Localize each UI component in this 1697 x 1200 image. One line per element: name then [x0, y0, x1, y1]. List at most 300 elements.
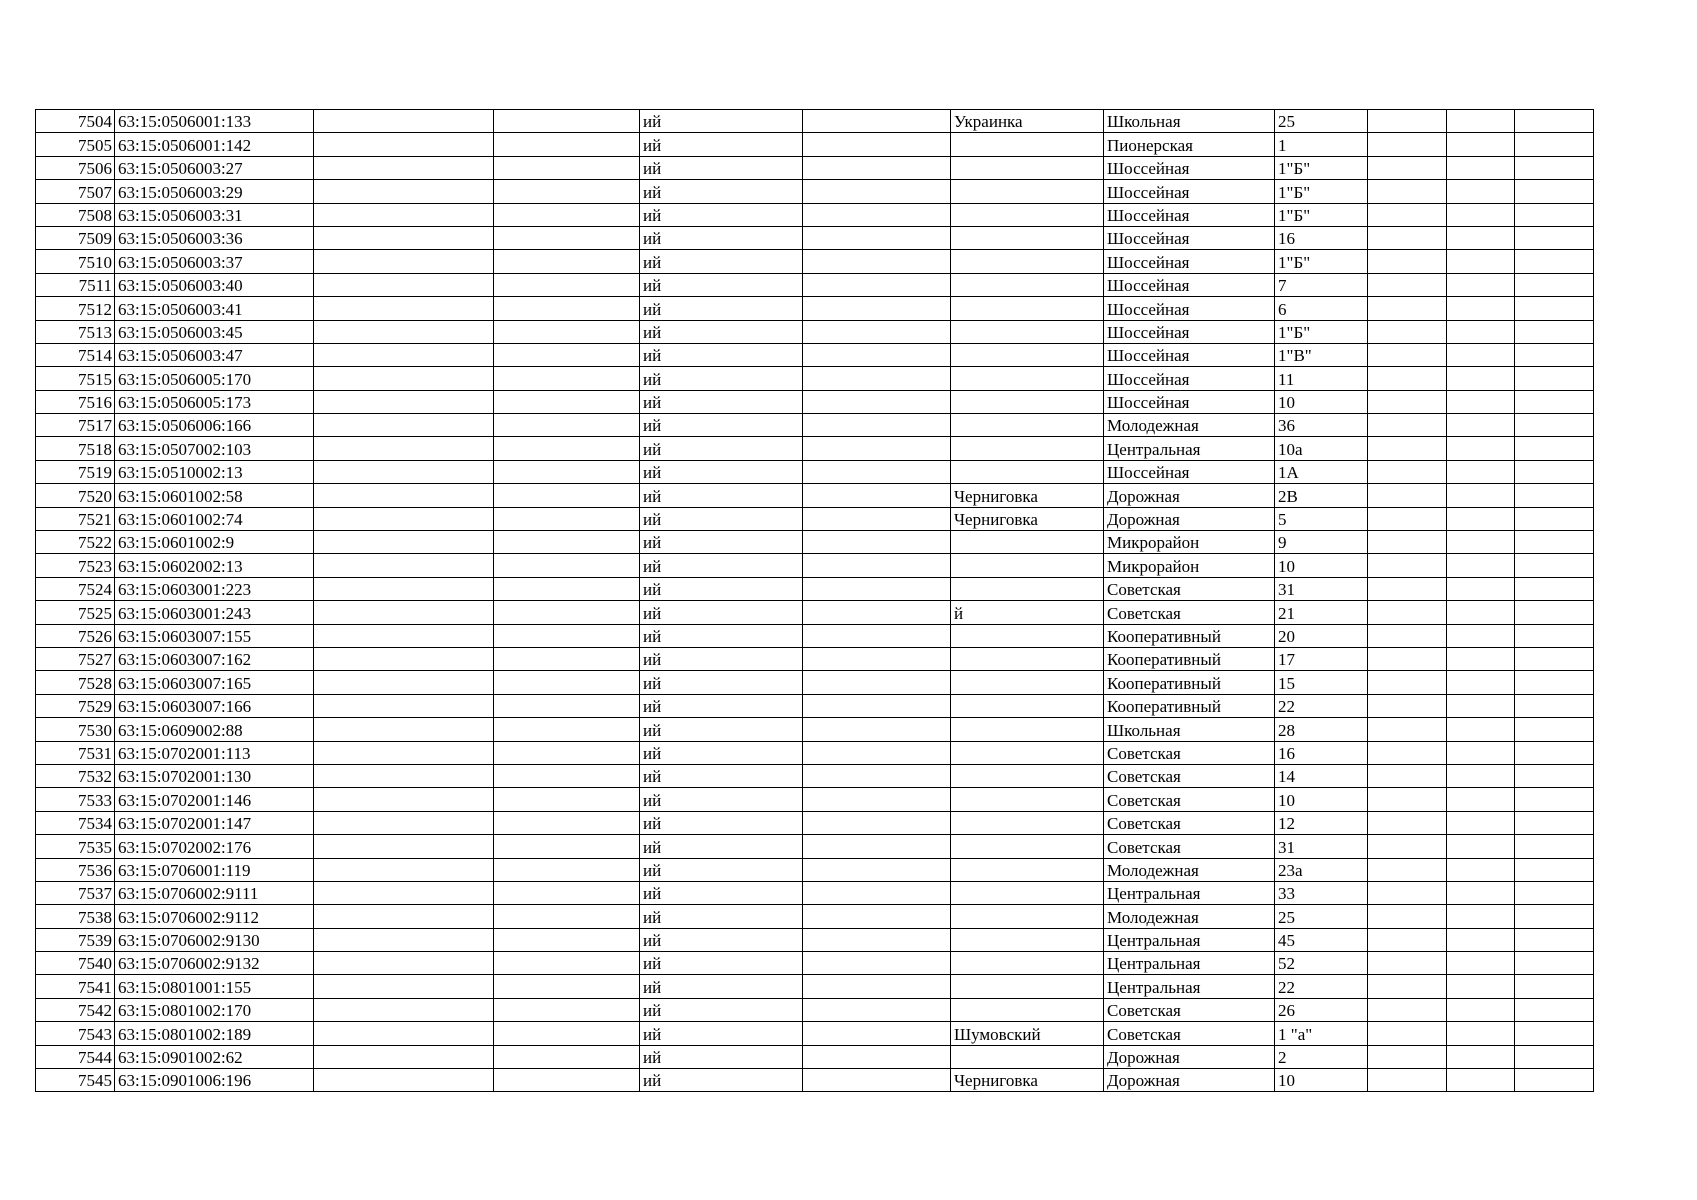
street-cell: Молодежная — [1104, 858, 1275, 881]
cadastral-number-cell: 63:15:0706002:9112 — [115, 905, 314, 928]
empty-cell — [494, 390, 640, 413]
row-number-cell: 7529 — [36, 694, 115, 717]
row-number-cell: 7508 — [36, 203, 115, 226]
empty-cell — [314, 764, 494, 787]
empty-cell — [1447, 250, 1515, 273]
street-cell: Советская — [1104, 788, 1275, 811]
empty-cell — [1368, 554, 1447, 577]
house-number-cell: 15 — [1275, 671, 1368, 694]
object-type-cell: ий — [640, 811, 803, 834]
row-number-cell: 7530 — [36, 718, 115, 741]
empty-cell — [1515, 1022, 1594, 1045]
empty-cell — [1368, 647, 1447, 670]
table-row — [36, 952, 1594, 975]
empty-cell — [1447, 788, 1515, 811]
empty-cell — [803, 577, 951, 600]
locality-cell — [951, 741, 1104, 764]
table-row — [36, 226, 1594, 249]
house-number-cell: 28 — [1275, 718, 1368, 741]
empty-cell — [1447, 998, 1515, 1021]
empty-cell — [494, 928, 640, 951]
empty-cell — [314, 601, 494, 624]
empty-cell — [1368, 577, 1447, 600]
street-cell: Дорожная — [1104, 484, 1275, 507]
empty-cell — [494, 507, 640, 530]
empty-cell — [1515, 835, 1594, 858]
cadastral-number-cell: 63:15:0506001:133 — [115, 110, 314, 133]
locality-cell — [951, 320, 1104, 343]
cadastral-number-cell: 63:15:0601002:74 — [115, 507, 314, 530]
empty-cell — [494, 811, 640, 834]
row-number-cell: 7526 — [36, 624, 115, 647]
empty-cell — [1368, 1022, 1447, 1045]
empty-cell — [1447, 390, 1515, 413]
object-type-cell: ий — [640, 414, 803, 437]
row-number-cell: 7528 — [36, 671, 115, 694]
empty-cell — [314, 1045, 494, 1068]
empty-cell — [314, 671, 494, 694]
locality-cell — [951, 858, 1104, 881]
cadastral-number-cell: 63:15:0901006:196 — [115, 1069, 314, 1092]
cadastral-number-cell: 63:15:0506003:41 — [115, 297, 314, 320]
empty-cell — [314, 203, 494, 226]
object-type-cell: ий — [640, 390, 803, 413]
row-number-cell: 7509 — [36, 226, 115, 249]
house-number-cell: 25 — [1275, 110, 1368, 133]
empty-cell — [1515, 250, 1594, 273]
street-cell: Центральная — [1104, 928, 1275, 951]
object-type-cell: ий — [640, 156, 803, 179]
table-row — [36, 180, 1594, 203]
empty-cell — [803, 952, 951, 975]
table-row — [36, 577, 1594, 600]
empty-cell — [314, 905, 494, 928]
empty-cell — [314, 273, 494, 296]
empty-cell — [1515, 320, 1594, 343]
empty-cell — [314, 460, 494, 483]
empty-cell — [1515, 928, 1594, 951]
row-number-cell: 7513 — [36, 320, 115, 343]
object-type-cell: ий — [640, 788, 803, 811]
empty-cell — [1515, 484, 1594, 507]
object-type-cell: ий — [640, 367, 803, 390]
cadastral-number-cell: 63:15:0609002:88 — [115, 718, 314, 741]
row-number-cell: 7537 — [36, 881, 115, 904]
empty-cell — [494, 273, 640, 296]
house-number-cell: 10а — [1275, 437, 1368, 460]
street-cell: Кооперативный — [1104, 624, 1275, 647]
empty-cell — [803, 928, 951, 951]
row-number-cell: 7535 — [36, 835, 115, 858]
empty-cell — [494, 180, 640, 203]
empty-cell — [1515, 577, 1594, 600]
table-row — [36, 367, 1594, 390]
street-cell: Шоссейная — [1104, 250, 1275, 273]
empty-cell — [1368, 998, 1447, 1021]
locality-cell — [951, 811, 1104, 834]
table-row — [36, 928, 1594, 951]
locality-cell — [951, 718, 1104, 741]
row-number-cell: 7511 — [36, 273, 115, 296]
cadastral-number-cell: 63:15:0510002:13 — [115, 460, 314, 483]
empty-cell — [1515, 905, 1594, 928]
cadastral-number-cell: 63:15:0706001:119 — [115, 858, 314, 881]
house-number-cell: 10 — [1275, 390, 1368, 413]
cadastral-number-cell: 63:15:0506006:166 — [115, 414, 314, 437]
row-number-cell: 7521 — [36, 507, 115, 530]
empty-cell — [1368, 624, 1447, 647]
empty-cell — [1515, 975, 1594, 998]
street-cell: Шоссейная — [1104, 320, 1275, 343]
table-row — [36, 1069, 1594, 1092]
empty-cell — [803, 203, 951, 226]
empty-cell — [494, 624, 640, 647]
object-type-cell: ий — [640, 460, 803, 483]
empty-cell — [803, 226, 951, 249]
empty-cell — [1515, 858, 1594, 881]
empty-cell — [494, 226, 640, 249]
empty-cell — [1447, 133, 1515, 156]
empty-cell — [1447, 320, 1515, 343]
row-number-cell: 7542 — [36, 998, 115, 1021]
empty-cell — [1368, 156, 1447, 179]
empty-cell — [803, 858, 951, 881]
empty-cell — [494, 484, 640, 507]
empty-cell — [1515, 647, 1594, 670]
empty-cell — [1515, 226, 1594, 249]
house-number-cell: 20 — [1275, 624, 1368, 647]
empty-cell — [494, 741, 640, 764]
object-type-cell: ий — [640, 226, 803, 249]
street-cell: Шоссейная — [1104, 203, 1275, 226]
empty-cell — [314, 881, 494, 904]
house-number-cell: 14 — [1275, 764, 1368, 787]
house-number-cell: 1"Б" — [1275, 156, 1368, 179]
empty-cell — [1368, 273, 1447, 296]
empty-cell — [1368, 367, 1447, 390]
table-row — [36, 250, 1594, 273]
table-row — [36, 975, 1594, 998]
empty-cell — [1515, 811, 1594, 834]
empty-cell — [1368, 133, 1447, 156]
empty-cell — [314, 180, 494, 203]
empty-cell — [1368, 718, 1447, 741]
empty-cell — [494, 835, 640, 858]
street-cell: Советская — [1104, 811, 1275, 834]
empty-cell — [1447, 1022, 1515, 1045]
empty-cell — [314, 998, 494, 1021]
row-number-cell: 7524 — [36, 577, 115, 600]
empty-cell — [1368, 741, 1447, 764]
object-type-cell: ий — [640, 1069, 803, 1092]
empty-cell — [1515, 180, 1594, 203]
table-row — [36, 1045, 1594, 1068]
empty-cell — [803, 367, 951, 390]
cadastral-number-cell: 63:15:0506005:173 — [115, 390, 314, 413]
street-cell: Шоссейная — [1104, 180, 1275, 203]
empty-cell — [1447, 554, 1515, 577]
row-number-cell: 7505 — [36, 133, 115, 156]
object-type-cell: ий — [640, 624, 803, 647]
object-type-cell: ий — [640, 905, 803, 928]
locality-cell — [951, 180, 1104, 203]
row-number-cell: 7538 — [36, 905, 115, 928]
empty-cell — [1368, 858, 1447, 881]
house-number-cell: 5 — [1275, 507, 1368, 530]
empty-cell — [1447, 203, 1515, 226]
empty-cell — [314, 133, 494, 156]
empty-cell — [1515, 507, 1594, 530]
locality-cell — [951, 414, 1104, 437]
locality-cell — [951, 975, 1104, 998]
object-type-cell: ий — [640, 928, 803, 951]
empty-cell — [1368, 460, 1447, 483]
locality-cell — [951, 133, 1104, 156]
cadastral-number-cell: 63:15:0506005:170 — [115, 367, 314, 390]
empty-cell — [803, 624, 951, 647]
street-cell: Шоссейная — [1104, 226, 1275, 249]
empty-cell — [1368, 297, 1447, 320]
row-number-cell: 7517 — [36, 414, 115, 437]
cadastral-number-cell: 63:15:0603007:162 — [115, 647, 314, 670]
house-number-cell: 31 — [1275, 577, 1368, 600]
empty-cell — [803, 718, 951, 741]
empty-cell — [314, 624, 494, 647]
empty-cell — [1447, 1069, 1515, 1092]
row-number-cell: 7520 — [36, 484, 115, 507]
object-type-cell: ий — [640, 110, 803, 133]
locality-cell — [951, 203, 1104, 226]
empty-cell — [803, 741, 951, 764]
empty-cell — [1515, 297, 1594, 320]
empty-cell — [1447, 156, 1515, 179]
empty-cell — [314, 858, 494, 881]
empty-cell — [494, 250, 640, 273]
empty-cell — [1447, 671, 1515, 694]
empty-cell — [1447, 764, 1515, 787]
empty-cell — [494, 1022, 640, 1045]
empty-cell — [314, 718, 494, 741]
table-row — [36, 881, 1594, 904]
row-number-cell: 7541 — [36, 975, 115, 998]
locality-cell — [951, 905, 1104, 928]
empty-cell — [803, 764, 951, 787]
house-number-cell: 1 — [1275, 133, 1368, 156]
house-number-cell: 22 — [1275, 694, 1368, 717]
table-row — [36, 343, 1594, 366]
empty-cell — [803, 250, 951, 273]
house-number-cell: 1 "а" — [1275, 1022, 1368, 1045]
cadastral-number-cell: 63:15:0702001:146 — [115, 788, 314, 811]
empty-cell — [803, 1045, 951, 1068]
empty-cell — [314, 390, 494, 413]
table-row — [36, 858, 1594, 881]
house-number-cell: 10 — [1275, 554, 1368, 577]
cadastral-number-cell: 63:15:0901002:62 — [115, 1045, 314, 1068]
table-row — [36, 1022, 1594, 1045]
empty-cell — [803, 110, 951, 133]
empty-cell — [1368, 1069, 1447, 1092]
empty-cell — [314, 437, 494, 460]
empty-cell — [1515, 367, 1594, 390]
empty-cell — [1447, 577, 1515, 600]
empty-cell — [803, 788, 951, 811]
empty-cell — [803, 531, 951, 554]
empty-cell — [803, 156, 951, 179]
empty-cell — [494, 764, 640, 787]
empty-cell — [314, 250, 494, 273]
house-number-cell: 1"В" — [1275, 343, 1368, 366]
empty-cell — [1368, 110, 1447, 133]
empty-cell — [494, 343, 640, 366]
empty-cell — [314, 297, 494, 320]
object-type-cell: ий — [640, 1045, 803, 1068]
empty-cell — [314, 320, 494, 343]
object-type-cell: ий — [640, 507, 803, 530]
locality-cell — [951, 273, 1104, 296]
empty-cell — [1447, 811, 1515, 834]
street-cell: Шоссейная — [1104, 460, 1275, 483]
empty-cell — [1368, 180, 1447, 203]
cadastral-number-cell: 63:15:0601002:9 — [115, 531, 314, 554]
empty-cell — [494, 414, 640, 437]
empty-cell — [494, 788, 640, 811]
house-number-cell: 6 — [1275, 297, 1368, 320]
empty-cell — [1515, 764, 1594, 787]
cadastral-number-cell: 63:15:0506003:45 — [115, 320, 314, 343]
table-row — [36, 998, 1594, 1021]
locality-cell — [951, 250, 1104, 273]
empty-cell — [1515, 718, 1594, 741]
empty-cell — [1368, 905, 1447, 928]
row-number-cell: 7527 — [36, 647, 115, 670]
empty-cell — [803, 460, 951, 483]
object-type-cell: ий — [640, 343, 803, 366]
house-number-cell: 22 — [1275, 975, 1368, 998]
empty-cell — [1368, 414, 1447, 437]
table-row — [36, 507, 1594, 530]
object-type-cell: ий — [640, 694, 803, 717]
locality-cell — [951, 531, 1104, 554]
street-cell: Дорожная — [1104, 507, 1275, 530]
locality-cell — [951, 390, 1104, 413]
empty-cell — [1447, 624, 1515, 647]
registry-table — [35, 109, 1594, 1092]
empty-cell — [1515, 437, 1594, 460]
empty-cell — [1368, 975, 1447, 998]
empty-cell — [1447, 835, 1515, 858]
empty-cell — [1515, 531, 1594, 554]
object-type-cell: ий — [640, 320, 803, 343]
locality-cell — [951, 952, 1104, 975]
empty-cell — [803, 835, 951, 858]
empty-cell — [803, 320, 951, 343]
empty-cell — [314, 226, 494, 249]
street-cell: Шоссейная — [1104, 367, 1275, 390]
object-type-cell: ий — [640, 133, 803, 156]
row-number-cell: 7519 — [36, 460, 115, 483]
empty-cell — [1515, 624, 1594, 647]
locality-cell — [951, 1045, 1104, 1068]
empty-cell — [1368, 835, 1447, 858]
cadastral-number-cell: 63:15:0506003:31 — [115, 203, 314, 226]
empty-cell — [1368, 671, 1447, 694]
street-cell: Советская — [1104, 1022, 1275, 1045]
empty-cell — [1515, 156, 1594, 179]
cadastral-number-cell: 63:15:0603007:155 — [115, 624, 314, 647]
locality-cell — [951, 998, 1104, 1021]
empty-cell — [803, 414, 951, 437]
empty-cell — [1515, 881, 1594, 904]
empty-cell — [494, 601, 640, 624]
table-row — [36, 297, 1594, 320]
empty-cell — [1447, 718, 1515, 741]
empty-cell — [1447, 437, 1515, 460]
empty-cell — [1515, 998, 1594, 1021]
locality-cell: Черниговка — [951, 484, 1104, 507]
street-cell: Школьная — [1104, 110, 1275, 133]
empty-cell — [1368, 1045, 1447, 1068]
empty-cell — [803, 694, 951, 717]
table-row — [36, 624, 1594, 647]
object-type-cell: ий — [640, 531, 803, 554]
empty-cell — [494, 694, 640, 717]
empty-cell — [494, 881, 640, 904]
empty-cell — [494, 203, 640, 226]
house-number-cell: 1"Б" — [1275, 180, 1368, 203]
empty-cell — [1368, 811, 1447, 834]
table-row — [36, 811, 1594, 834]
table-row — [36, 203, 1594, 226]
object-type-cell: ий — [640, 718, 803, 741]
empty-cell — [1447, 460, 1515, 483]
house-number-cell: 12 — [1275, 811, 1368, 834]
object-type-cell: ий — [640, 975, 803, 998]
empty-cell — [494, 437, 640, 460]
empty-cell — [1447, 975, 1515, 998]
empty-cell — [494, 156, 640, 179]
locality-cell — [951, 367, 1104, 390]
row-number-cell: 7506 — [36, 156, 115, 179]
empty-cell — [1447, 367, 1515, 390]
street-cell: Пионерская — [1104, 133, 1275, 156]
locality-cell: Черниговка — [951, 1069, 1104, 1092]
locality-cell — [951, 343, 1104, 366]
empty-cell — [803, 297, 951, 320]
row-number-cell: 7533 — [36, 788, 115, 811]
locality-cell — [951, 881, 1104, 904]
cadastral-number-cell: 63:15:0801001:155 — [115, 975, 314, 998]
empty-cell — [1447, 1045, 1515, 1068]
empty-cell — [1447, 952, 1515, 975]
empty-cell — [1515, 414, 1594, 437]
empty-cell — [1368, 531, 1447, 554]
cadastral-number-cell: 63:15:0603001:243 — [115, 601, 314, 624]
empty-cell — [1368, 390, 1447, 413]
empty-cell — [803, 811, 951, 834]
object-type-cell: ий — [640, 998, 803, 1021]
house-number-cell: 1"Б" — [1275, 203, 1368, 226]
empty-cell — [314, 811, 494, 834]
empty-cell — [803, 1069, 951, 1092]
row-number-cell: 7504 — [36, 110, 115, 133]
empty-cell — [314, 531, 494, 554]
empty-cell — [1368, 437, 1447, 460]
house-number-cell: 1"Б" — [1275, 320, 1368, 343]
row-number-cell: 7532 — [36, 764, 115, 787]
street-cell: Шоссейная — [1104, 273, 1275, 296]
empty-cell — [1447, 273, 1515, 296]
